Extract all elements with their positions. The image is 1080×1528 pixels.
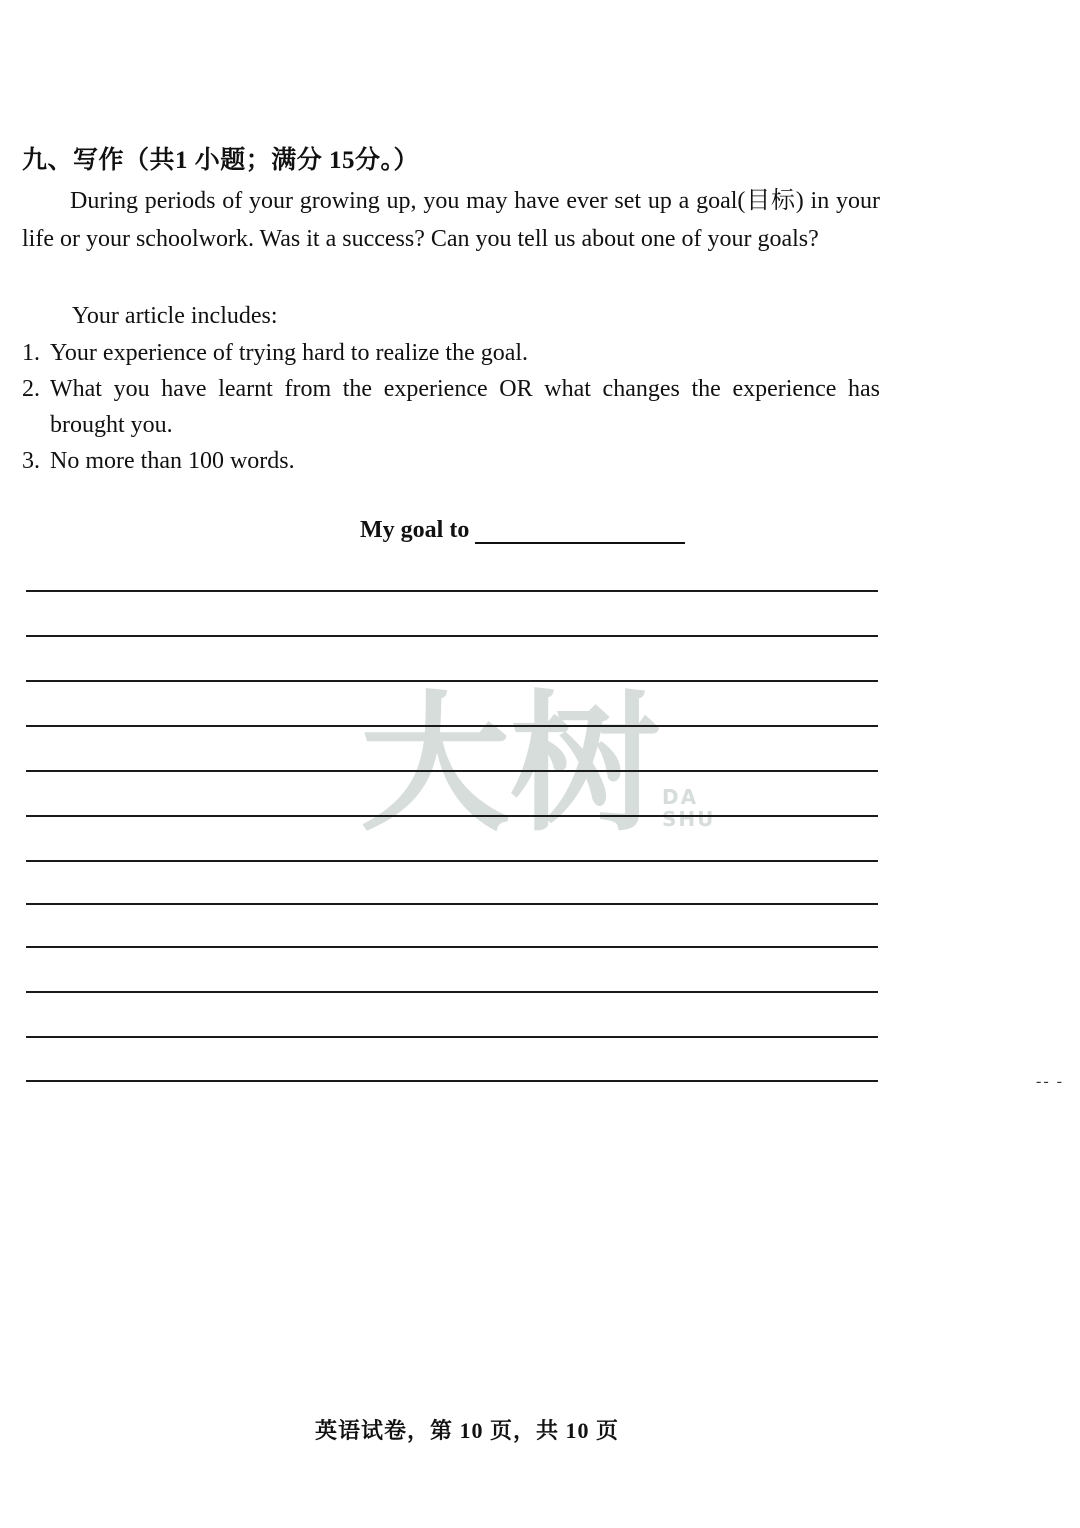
writing-line[interactable] xyxy=(26,635,878,637)
requirement-number: 3. xyxy=(22,448,40,474)
requirement-number: 1. xyxy=(22,340,40,366)
requirement-text: What you have learnt from the experience OR what changes the experience has brought you. xyxy=(50,376,880,438)
watermark-cjk: 大树 xyxy=(360,678,661,852)
requirements-list xyxy=(22,335,880,479)
writing-line[interactable] xyxy=(26,725,878,727)
edge-marks: -- - xyxy=(1036,1073,1064,1090)
watermark-latin: DA SHU xyxy=(662,785,716,831)
writing-line[interactable] xyxy=(26,991,878,993)
writing-line[interactable] xyxy=(26,680,878,682)
essay-title-prefix: My goal to xyxy=(360,517,470,543)
essay-title xyxy=(360,516,685,544)
requirement-text: Your experience of trying hard to realize the goal. xyxy=(50,340,529,366)
writing-line[interactable] xyxy=(26,1036,878,1038)
writing-line[interactable] xyxy=(26,860,878,862)
requirement-item xyxy=(22,335,880,371)
writing-line[interactable] xyxy=(26,946,878,948)
requirements-label: Your article includes: xyxy=(72,303,278,329)
essay-title-blank[interactable] xyxy=(475,516,685,544)
writing-line[interactable] xyxy=(26,815,878,817)
requirement-item xyxy=(22,371,880,443)
writing-line[interactable] xyxy=(26,903,878,905)
writing-line[interactable] xyxy=(26,770,878,772)
writing-area[interactable] xyxy=(26,590,880,1090)
requirement-text: No more than 100 words. xyxy=(50,448,295,474)
writing-prompt: During periods of your growing up, you may have ever set up a goal(目标) in your life or your schoolwork. Was it a success? Can you tell us about one of your goals? xyxy=(22,188,880,252)
section-heading: 九、写作（共1 小题；满分 15分。） xyxy=(22,147,420,174)
writing-line[interactable] xyxy=(26,590,878,592)
requirement-number: 2. xyxy=(22,376,40,402)
requirement-item xyxy=(22,443,880,479)
page-footer: 英语试卷，第 10 页，共 10 页 xyxy=(314,1418,619,1443)
writing-line[interactable] xyxy=(26,1080,878,1082)
